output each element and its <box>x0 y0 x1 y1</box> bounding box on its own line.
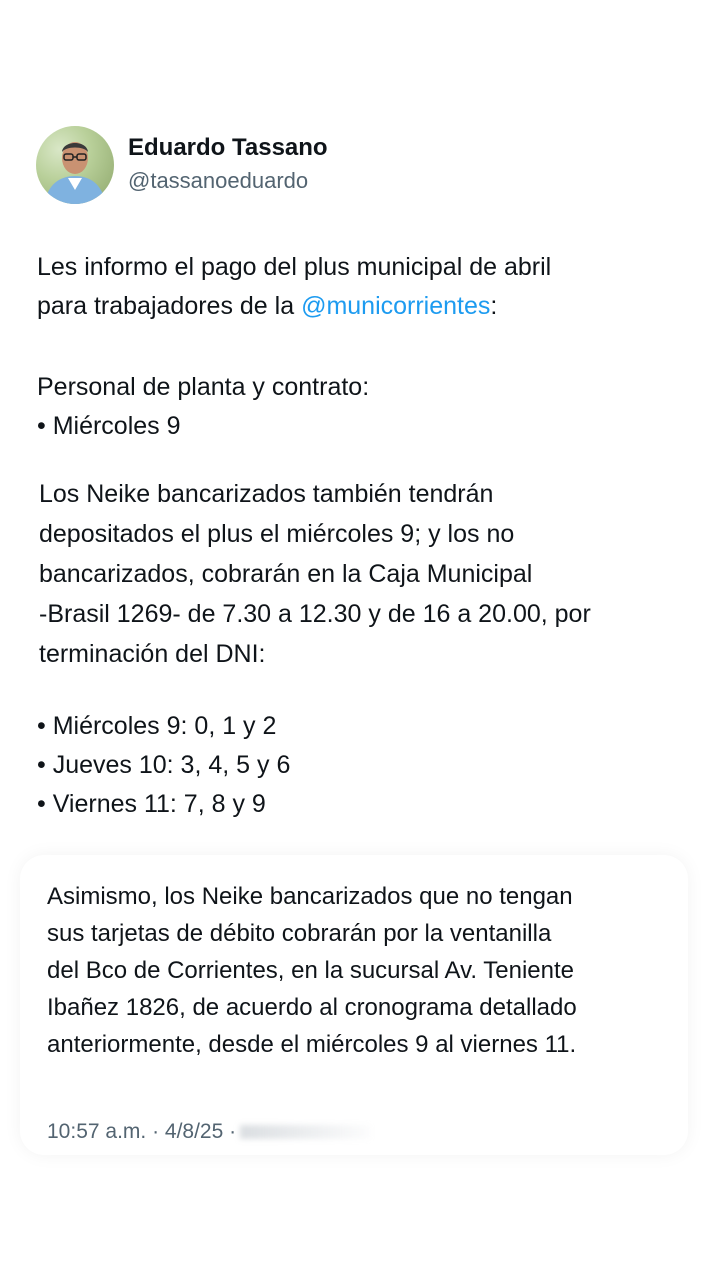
tweet-paragraph-neike <box>39 474 591 674</box>
intro-line-2-prefix: para trabajadores de la <box>37 292 302 320</box>
intro-line-1: Les informo el pago del plus municipal de abril <box>37 253 552 281</box>
author-name[interactable]: Eduardo Tassano <box>128 134 328 161</box>
schedule-item: • Viernes 11: 7, 8 y 9 <box>37 790 266 818</box>
neike-line: -Brasil 1269- de 7.30 a 12.30 y de 16 a 20.00, por <box>39 600 591 628</box>
tweet-date[interactable]: 4/8/25 <box>164 1120 224 1143</box>
meta-separator: · <box>223 1120 237 1143</box>
neike-line: bancarizados, cobrarán en la Caja Municipal <box>39 560 533 588</box>
tweet-header <box>36 126 536 206</box>
tweet-time[interactable]: 10:57 a.m. <box>47 1120 147 1143</box>
intro-line-2-suffix: : <box>490 292 498 320</box>
schedule-item: • Jueves 10: 3, 4, 5 y 6 <box>37 751 291 779</box>
bank-line: sus tarjetas de débito cobrarán por la ventanilla <box>47 920 552 947</box>
neike-line: terminación del DNI: <box>39 640 266 668</box>
avatar-person-icon <box>36 126 114 204</box>
meta-separator: · <box>146 1120 165 1143</box>
neike-line: Los Neike bancarizados también tendrán <box>39 480 494 508</box>
tweet-paragraph-bank <box>47 878 577 1063</box>
staff-heading: Personal de planta y contrato: <box>37 373 370 401</box>
mention-link[interactable]: @municorrientes <box>301 292 491 320</box>
staff-date: • Miércoles 9 <box>37 412 181 440</box>
bank-line: Asimismo, los Neike bancarizados que no tengan <box>47 883 573 910</box>
author-handle[interactable]: @tassanoeduardo <box>128 168 309 193</box>
schedule-list <box>37 707 290 824</box>
intro-line-2 <box>37 287 551 326</box>
blurred-view-count <box>240 1125 370 1139</box>
tweet-paragraph-intro <box>37 248 551 326</box>
tweet-meta <box>47 1120 370 1144</box>
tweet-paragraph-staff <box>37 368 369 446</box>
bank-line: del Bco de Corrientes, en la sucursal Av. Teniente <box>47 957 574 984</box>
bank-line: Ibañez 1826, de acuerdo al cronograma detallado <box>47 994 577 1021</box>
author-avatar[interactable] <box>36 126 114 204</box>
bank-line: anteriormente, desde el miércoles 9 al viernes 11. <box>47 1031 577 1058</box>
neike-line: depositados el plus el miércoles 9; y los no <box>39 520 515 548</box>
schedule-item: • Miércoles 9: 0, 1 y 2 <box>37 712 277 740</box>
